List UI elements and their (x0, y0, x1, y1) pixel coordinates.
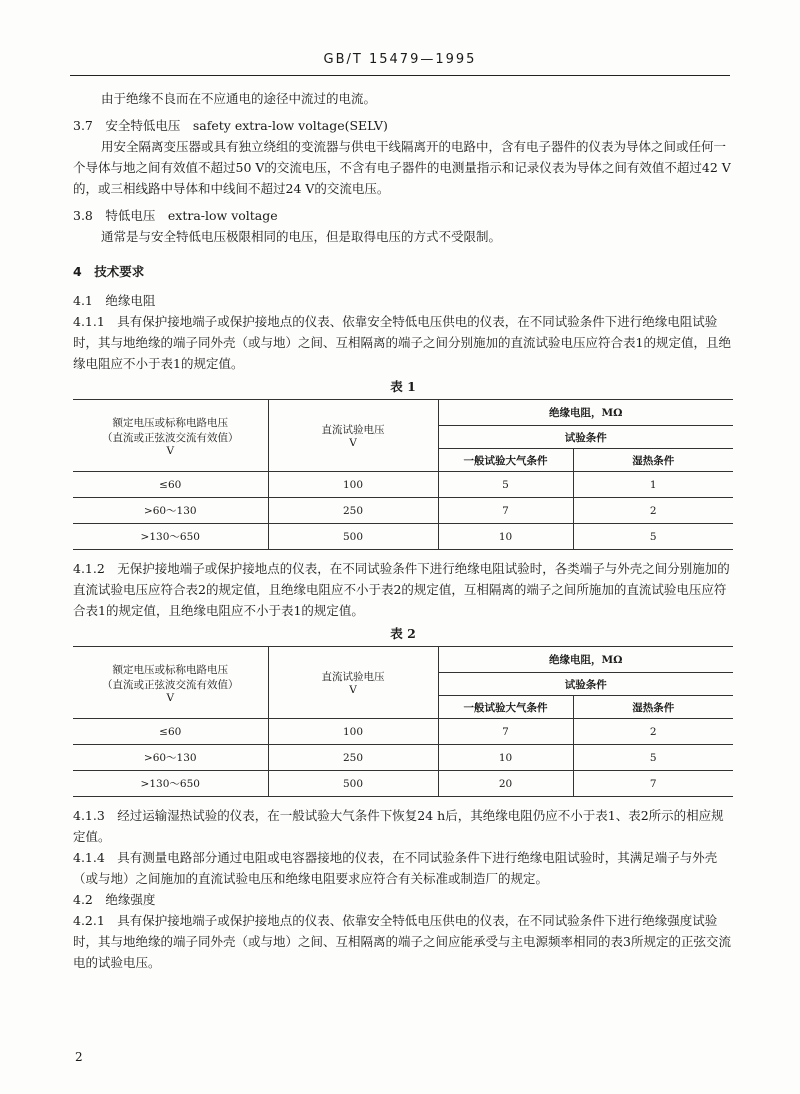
table-cell: >130～650 (73, 524, 268, 550)
table-1 (73, 399, 733, 550)
paragraph-continuation: 由于绝缘不良而在不应通电的途径中流过的电流。 (101, 91, 377, 106)
section-4-2-heading: 4.2 绝缘强度 (73, 892, 156, 907)
section-3-7-body: 用安全隔离变压器或具有独立绕组的变流器与供电干线隔离开的电路中，含有电子器件的仪表为导体之间或任何一个导体与地之间有效值不超过50 V的交流电压，不含有电子器件的电测量指示和记录仪表为导体之间有效值不超过42 V的，或三相线路中导体和中线间不超过24 V的交流电压。 (73, 139, 731, 196)
table-cell: 20 (438, 771, 573, 797)
section-4-1-4-text: 4.1.4 具有测量电路部分通过电阻或电容器接地的仪表，在不同试验条件下进行绝缘电阻试验时，其满足端子与外壳（或与地）之间施加的直流试验电压和绝缘电阻要求应符合有关标准或制造厂的规定。 (73, 850, 718, 886)
table-2-voltage-header-line2: （直流或正弦波交流有效值） (102, 678, 239, 691)
section-4-1-3-text: 4.1.3 经过运输湿热试验的仪表，在一般试验大气条件下恢复24 h后，其绝缘电阻仍应不小于表1、表2所示的相应规定值。 (73, 808, 724, 844)
table-1-voltage-header-line2: （直流或正弦波交流有效值） (102, 431, 239, 444)
running-header: GB/T 15479—1995 (323, 52, 477, 67)
table-cell: 1 (573, 472, 733, 498)
table-2-cond-damp: 湿热条件 (573, 696, 733, 719)
table-cell: 10 (438, 524, 573, 550)
table-cell: 100 (268, 719, 438, 745)
table-row (73, 719, 733, 745)
table-2-insulation-header: 绝缘电阻，MΩ (438, 647, 733, 673)
table-cell: 5 (438, 472, 573, 498)
table-1-insulation-header: 绝缘电阻，MΩ (438, 400, 733, 426)
section-4-heading: 4 技术要求 (73, 264, 145, 279)
table-cell: 5 (573, 745, 733, 771)
table-1-caption: 表 1 (390, 379, 416, 394)
page-number: 2 (75, 1050, 83, 1064)
section-3-8-heading: 3.8 特低电压 extra-low voltage (73, 208, 278, 223)
table-cell: 2 (573, 719, 733, 745)
table-1-test-voltage-header (268, 400, 438, 472)
table-row (73, 771, 733, 797)
table-cell: 7 (438, 719, 573, 745)
table-cell: 250 (268, 745, 438, 771)
table-cell: 500 (268, 771, 438, 797)
table-cell: >130～650 (73, 771, 268, 797)
table-1-voltage-header-line1: 额定电压或标称电路电压 (112, 416, 228, 429)
table-1-cond-general: 一般试验大气条件 (438, 449, 573, 472)
table-2-caption: 表 2 (390, 626, 416, 641)
table-cell: 250 (268, 498, 438, 524)
section-3-8-body: 通常是与安全特低电压极限相同的电压，但是取得电压的方式不受限制。 (101, 229, 502, 244)
header-rule (70, 75, 730, 76)
table-2-condition-header: 试验条件 (438, 673, 733, 696)
table-cell: >60～130 (73, 498, 268, 524)
table-2-test-voltage-label: 直流试验电压 (321, 671, 385, 683)
table-1-cond-damp: 湿热条件 (573, 449, 733, 472)
table-2-voltage-header-line1: 额定电压或标称电路电压 (112, 663, 228, 676)
table-1-condition-header: 试验条件 (438, 426, 733, 449)
table-1-test-voltage-unit: V (349, 437, 357, 449)
table-2-voltage-header (73, 647, 268, 719)
table-2-test-voltage-unit: V (349, 684, 357, 696)
table-2-cond-general: 一般试验大气条件 (438, 696, 573, 719)
table-cell: 2 (573, 498, 733, 524)
table-cell: 7 (438, 498, 573, 524)
table-2 (73, 646, 733, 797)
table-1-voltage-header-unit: V (166, 444, 175, 457)
table-row (73, 745, 733, 771)
table-cell: ≤60 (73, 472, 268, 498)
table-cell: 500 (268, 524, 438, 550)
table-cell: 7 (573, 771, 733, 797)
section-4-2-1-text: 4.2.1 具有保护接地端子或保护接地点的仪表、依靠安全特低电压供电的仪表，在不同试验条件下进行绝缘强度试验时，其与地绝缘的端子同外壳（或与地）之间、互相隔离的端子之间应能承受与主电源频率相同的表3所规定的正弦交流电的试验电压。 (73, 913, 731, 970)
section-4-1-1-text: 4.1.1 具有保护接地端子或保护接地点的仪表、依靠安全特低电压供电的仪表，在不同试验条件下进行绝缘电阻试验时，其与地绝缘的端子同外壳（或与地）之间、互相隔离的端子之间分别施加的直流试验电压应符合表1的规定值，且绝缘电阻应不小于表1的规定值。 (73, 314, 731, 371)
section-4-1-heading: 4.1 绝缘电阻 (73, 293, 156, 308)
table-2-voltage-header-unit: V (166, 691, 175, 704)
table-cell: 10 (438, 745, 573, 771)
table-cell: 5 (573, 524, 733, 550)
table-1-test-voltage-label: 直流试验电压 (321, 424, 385, 436)
table-cell: >60～130 (73, 745, 268, 771)
table-row (73, 472, 733, 498)
table-row (73, 524, 733, 550)
table-2-test-voltage-header (268, 647, 438, 719)
table-cell: ≤60 (73, 719, 268, 745)
table-cell: 100 (268, 472, 438, 498)
section-4-1-2-text: 4.1.2 无保护接地端子或保护接地点的仪表，在不同试验条件下进行绝缘电阻试验时，各类端子与外壳之间分别施加的直流试验电压应符合表2的规定值，且绝缘电阻应不小于表2的规定值，互相隔离的端子之间所施加的直流试验电压应符合表1的规定值，且绝缘电阻应不小于表1的规定值。 (73, 561, 730, 618)
table-1-voltage-header (73, 400, 268, 472)
table-row (73, 498, 733, 524)
section-3-7-heading: 3.7 安全特低电压 safety extra-low voltage(SELV) (73, 118, 388, 133)
page-content (73, 88, 733, 973)
